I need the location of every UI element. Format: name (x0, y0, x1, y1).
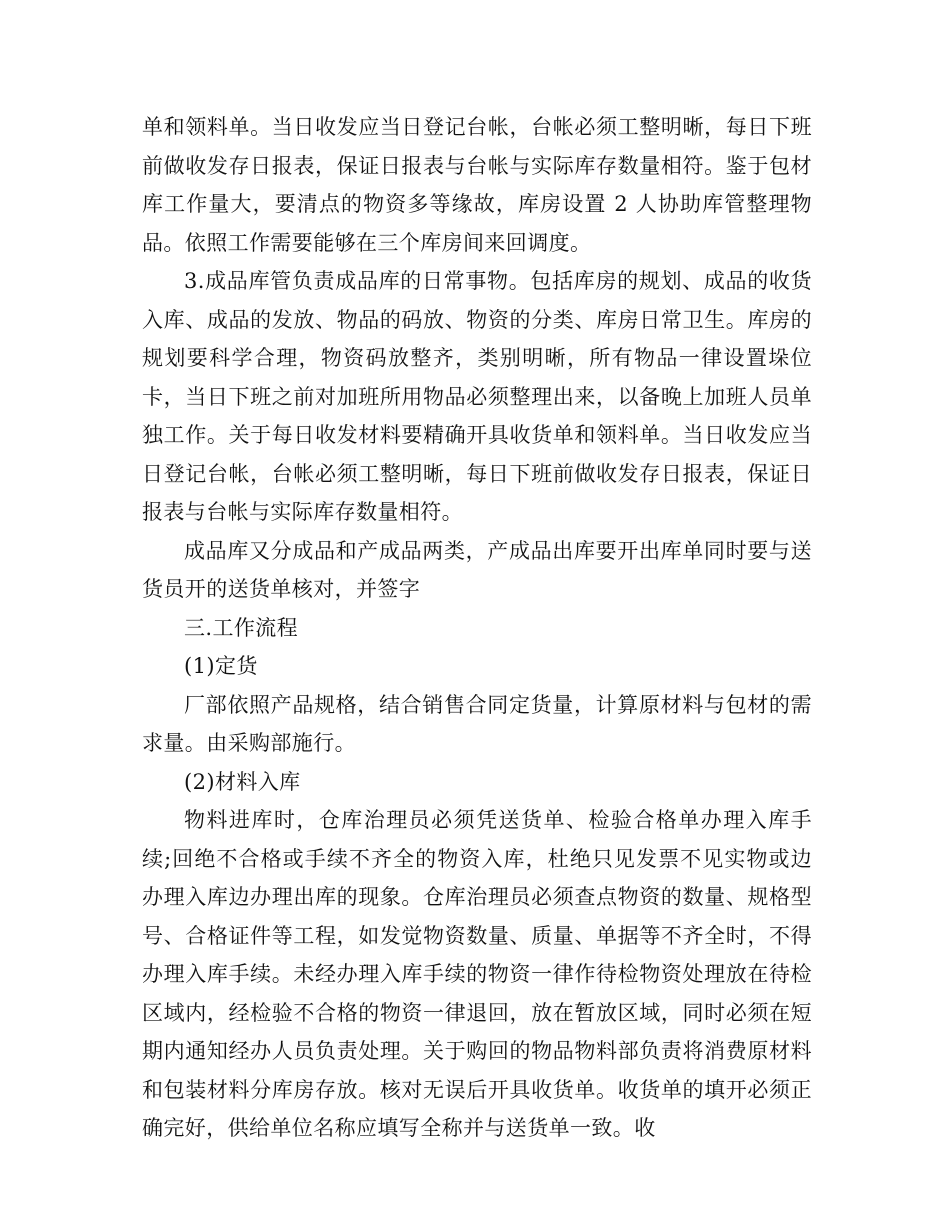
paragraph-3: 成品库又分成品和产成品两类，产成品出库要开出库单同时要与送货员开的送货单核对，并签字 (142, 538, 812, 601)
subheading-ordering: (1)定货 (184, 654, 258, 678)
section-heading-workflow: 三.工作流程 (184, 615, 299, 640)
paragraph-2: 3.成品库管负责成品库的日常事物。包括库房的规划、成品的收货入库、成品的发放、物品的码放、物资的分类、库房日常卫生。库房的规划要科学合理，物资码放整齐，类别明晰，所有物品一律设置垛位卡，当日下班之前对加班所用物品必须整理出来，以备晚上加班人员单独工作。关于每日收发材料要精确开具收货单和领料单。当日收发应当日登记台帐，台帐必须工整明晰，每日下班前做收发存日报表，保证日报表与台帐与实际库存数量相符。 (142, 269, 812, 524)
document-body (142, 108, 812, 1148)
paragraph-ordering: 厂部依照产品规格，结合销售合同定货量，计算原材料与包材的需求量。由采购部施行。 (142, 692, 812, 755)
subheading-material-inbound: (2)材料入库 (184, 769, 301, 794)
paragraph-1: 单和领料单。当日收发应当日登记台帐，台帐必须工整明晰，每日下班前做收发存日报表，保证日报表与台帐与实际库存数量相符。鉴于包材库工作量大，要清点的物资多等缘故，库房设置 2 人协助库管整理物品。依照工作需要能够在三个库房间来回调度。 (142, 115, 812, 255)
paragraph-material-inbound: 物料进库时，仓库治理员必须凭送货单、检验合格单办理入库手续;回绝不合格或手续不齐全的物资入库，杜绝只见发票不见实物或边办理入库边办理出库的现象。仓库治理员必须查点物资的数量、规格型号、合格证件等工程，如发觉物资数量、质量、单据等不齐全时，不得办理入库手续。未经办理入库手续的物资一律作待检物资处理放在待检区域内，经检验不合格的物资一律退回，放在暂放区域，同时必须在短期内通知经办人员负责处理。关于购回的物品物料部负责将消费原材料和包装材料分库房存放。核对无误后开具收货单。收货单的填开必须正确完好，供给单位名称应填写全称并与送货单一致。收 (142, 808, 812, 1140)
